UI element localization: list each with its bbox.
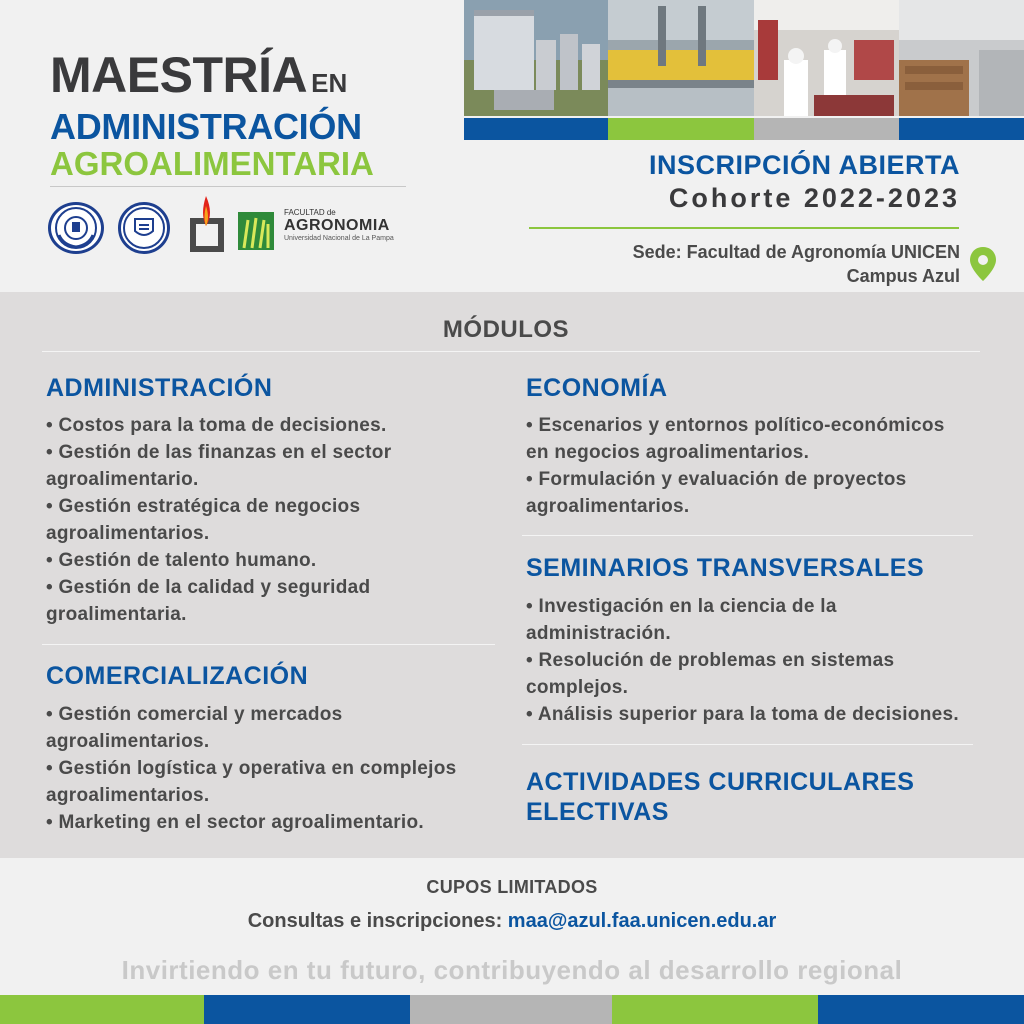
strip-grey xyxy=(754,118,899,140)
economia-list xyxy=(526,412,945,520)
agronomia-university: Universidad Nacional de La Pampa xyxy=(284,235,394,242)
list-item: agroalimentarios. xyxy=(46,785,210,806)
motto: Invirtiendo en tu futuro, contribuyendo al desarrollo regional xyxy=(121,955,903,985)
map-pin-icon xyxy=(969,246,997,282)
list-item: agroalimentarios. xyxy=(46,523,210,544)
photo-bottling-line xyxy=(608,0,754,116)
footer-strip-green-2 xyxy=(612,995,818,1024)
agronomia-name: AGRONOMIA xyxy=(284,217,390,234)
list-item: agroalimentario. xyxy=(46,469,199,490)
contact-label: Consultas e inscripciones: xyxy=(247,910,503,932)
title-line-3: AGROALIMENTARIA xyxy=(50,145,374,182)
title-line-2: ADMINISTRACIÓN xyxy=(50,106,362,147)
list-item: • Escenarios y entornos político-económicos xyxy=(526,415,945,436)
list-item: groalimentaria. xyxy=(46,604,187,625)
photo-color-strip xyxy=(464,118,1024,140)
strip-blue xyxy=(464,118,608,140)
economia-heading: ECONOMÍA xyxy=(526,374,668,402)
seminarios-heading: SEMINARIOS TRANSVERSALES xyxy=(526,554,925,582)
photo-packaging-warehouse xyxy=(899,0,1024,116)
list-item: • Gestión de las finanzas en el sector xyxy=(46,442,392,463)
list-item: • Gestión de la calidad y seguridad xyxy=(46,577,371,598)
venue-line-2: Campus Azul xyxy=(846,266,960,286)
list-item: administración. xyxy=(526,623,671,644)
photo-silo-plant xyxy=(464,0,608,116)
list-item: agroalimentarios. xyxy=(46,731,210,752)
list-item: • Marketing en el sector agroalimentario. xyxy=(46,812,424,833)
strip-blue-2 xyxy=(899,118,1024,140)
footer-strip-blue-2 xyxy=(818,995,1024,1024)
list-item: • Resolución de problemas en sistemas xyxy=(526,650,895,671)
registration-heading: INSCRIPCIÓN ABIERTA xyxy=(648,150,960,180)
photo-meat-processing xyxy=(754,0,899,116)
institution-logos xyxy=(48,196,410,258)
cohort-label: Cohorte 2022-2023 xyxy=(668,183,960,213)
comercializacion-list xyxy=(46,701,457,836)
list-item: complejos. xyxy=(526,677,629,698)
limited-spots-label: CUPOS LIMITADOS xyxy=(426,877,598,897)
administracion-list xyxy=(46,412,391,628)
registration-divider xyxy=(529,227,959,229)
contact-line xyxy=(0,910,1024,933)
administracion-heading: ADMINISTRACIÓN xyxy=(46,374,273,402)
footer-strip-blue xyxy=(204,995,410,1024)
venue xyxy=(633,240,960,288)
strip-green xyxy=(608,118,754,140)
modules-title: MÓDULOS xyxy=(442,316,570,343)
actividades-heading-line-1: ACTIVIDADES CURRICULARES xyxy=(526,768,915,796)
list-item: • Gestión logística y operativa en complejos xyxy=(46,758,457,779)
list-item: • Investigación en la ciencia de la xyxy=(526,596,837,617)
seminarios-list xyxy=(526,593,959,728)
agronomia-wheat-logo xyxy=(234,204,278,252)
footer-strip-grey xyxy=(410,995,612,1024)
footer-color-strip xyxy=(0,995,1024,1024)
list-item: • Análisis superior para la toma de decisiones. xyxy=(526,704,959,725)
footer-strip-green xyxy=(0,995,204,1024)
list-item: • Gestión comercial y mercados xyxy=(46,704,343,725)
list-item: en negocios agroalimentarios. xyxy=(526,442,810,463)
flame-logo xyxy=(186,196,228,254)
right-divider-1 xyxy=(522,535,973,536)
agronomia-logo-text xyxy=(284,208,394,242)
comercializacion-heading: COMERCIALIZACIÓN xyxy=(46,662,309,690)
venue-line-1: Sede: Facultad de Agronomía UNICEN xyxy=(632,242,960,262)
list-item: • Costos para la toma de decisiones. xyxy=(46,415,387,436)
title-en: EN xyxy=(311,68,348,98)
title-maestria: MAESTRÍA xyxy=(50,47,308,103)
program-title xyxy=(50,47,410,182)
modules-divider xyxy=(42,351,980,352)
title-line-1 xyxy=(50,47,410,108)
faculty-seal-logo xyxy=(118,202,170,254)
list-item: • Formulación y evaluación de proyectos xyxy=(526,469,907,490)
photo-collage xyxy=(464,0,1024,116)
list-item: • Gestión de talento humano. xyxy=(46,550,317,571)
right-divider-2 xyxy=(522,744,973,745)
list-item: agroalimentarios. xyxy=(526,496,690,517)
contact-email-link[interactable]: maa@azul.faa.unicen.edu.ar xyxy=(507,910,777,932)
list-item: • Gestión estratégica de negocios xyxy=(46,496,361,517)
agronomia-faculty-label: FACULTAD de xyxy=(284,208,336,217)
title-divider xyxy=(50,186,406,187)
university-seal-logo xyxy=(48,202,104,254)
registration-info xyxy=(649,150,960,214)
actividades-heading-line-2: ELECTIVAS xyxy=(526,798,669,826)
left-divider xyxy=(42,644,495,645)
actividades-heading xyxy=(526,767,914,827)
